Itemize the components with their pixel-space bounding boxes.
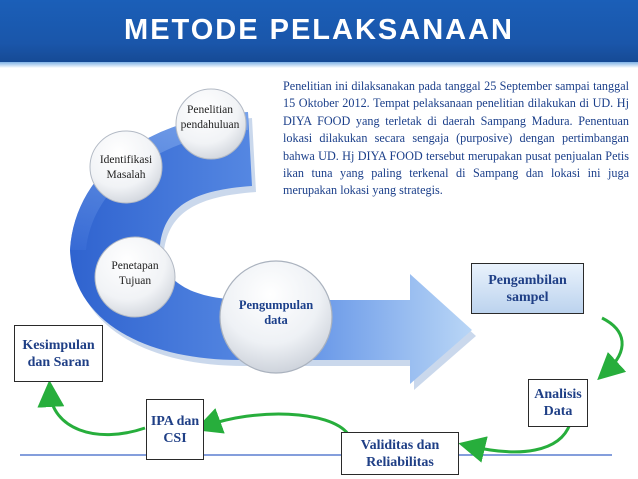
connector-analisis-to-validitas [470,424,570,452]
box-pengambilan-sampel: Pengambilan sampel [471,263,584,314]
method-description: Penelitian ini dilaksanakan pada tanggal 25 September sampai tanggal 15 Oktober 2012. Tempat pelaksanaan penelitian dilakukan di UD. Hj DIYA FOOD yang terletak di daerah Sampang Madura. Penentuan lokasi dilakukan secara sengaja (purposive) dengan pertimbangan bahwa UD. Hj DIYA FOOD tersebut merupakan pusat penjualan Petis ikan tuna yang paling terkenal di Sampang dan lokasi ini juga merupakan lokasi yang strategis. [283,79,629,198]
box-kesimpulan-saran: Kesimpulan dan Saran [14,325,103,382]
box-analisis-data: Analisis Data [528,379,588,427]
box-ipa-csi: IPA dan CSI [146,399,204,460]
box-validitas-reliabilitas: Validitas dan Reliabilitas [341,432,459,475]
step-label-penetapan-tujuan: Penetapan Tujuan [111,260,159,287]
step-label-penelitian-pendahuluan: Penelitian pendahuluan [180,104,240,131]
step-label-pengumpulan-data: Pengumpulan data [238,298,314,327]
step-label-identifikasi-masalah: Identifikasi Masalah [99,154,153,181]
connector-sampel-to-analisis [602,318,622,372]
slide-title: METODE PELAKSANAAN [124,14,514,46]
connector-ipa-to-kesimpulan [50,392,145,435]
connector-validitas-to-ipa [206,414,348,434]
